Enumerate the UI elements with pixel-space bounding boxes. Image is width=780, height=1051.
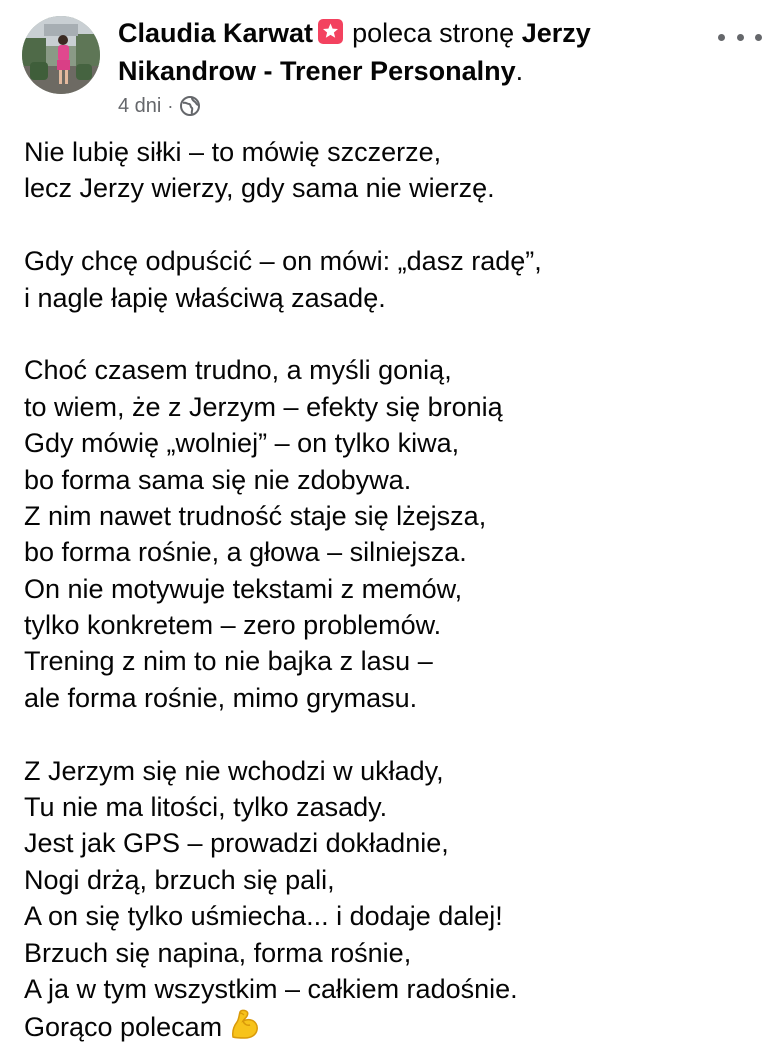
author-name[interactable]: Claudia Karwat — [118, 18, 314, 48]
poem-line: Gdy mówię „wolniej” – on tylko kiwa, — [24, 428, 460, 459]
poem-line: Gdy chcę odpuścić – on mówi: „dasz radę”, — [24, 246, 542, 277]
post-header — [0, 0, 780, 120]
poem-line: to wiem, że z Jerzym – efekty się bronią — [24, 391, 503, 422]
more-options-icon — [718, 34, 725, 41]
poem-line-last — [24, 1007, 764, 1043]
recommended-page-name[interactable]: Jerzy Nikandrow - Trener Personalny — [118, 18, 591, 86]
poem-line: Tu nie ma litości, tylko zasady. — [24, 792, 388, 823]
stanza-gap — [24, 207, 764, 243]
poem-line: On nie motywuje tekstami z memów, — [24, 573, 463, 604]
more-options-button[interactable] — [718, 22, 762, 52]
post-timestamp[interactable]: 4 dni — [118, 94, 162, 117]
poem-line: tylko konkretem – zero problemów. — [24, 610, 442, 641]
poem-line: Jest jak GPS – prowadzi dokładnie, — [24, 828, 449, 859]
poem-line: Nogi drżą, brzuch się pali, — [24, 864, 335, 895]
poem-line: A ja w tym wszystkim – całkiem radośnie. — [24, 973, 518, 1004]
header-period: . — [515, 56, 524, 86]
poem-line: Choć czasem trudno, a myśli gonią, — [24, 355, 452, 386]
poem-line: Trening z nim to nie bajka z lasu – — [24, 646, 433, 677]
poem-line: lecz Jerzy wierzy, gdy sama nie wierzę. — [24, 173, 495, 204]
poem-line: bo forma sama się nie zdobywa. — [24, 464, 412, 495]
avatar-photo — [22, 16, 100, 94]
poem-line: Nie lubię siłki – to mówię szczerze, — [24, 137, 442, 167]
stanza-gap — [24, 316, 764, 352]
globe-icon[interactable] — [179, 95, 201, 117]
post-header-text — [118, 14, 678, 90]
flexed-biceps-icon — [228, 1007, 262, 1041]
more-options-dot — [737, 34, 744, 41]
poem-line: Z Jerzym się nie wchodzi w układy, — [24, 755, 444, 786]
poem-line: Z nim nawet trudność staje się lżejsza, — [24, 500, 487, 531]
post-body — [24, 134, 764, 1044]
poem-line: i nagle łapię właściwą zasadę. — [24, 282, 386, 313]
closing-text: Gorąco polecam — [24, 1012, 223, 1043]
poem-line: ale forma rośnie, mimo grymasu. — [24, 682, 418, 713]
poem-line: bo forma rośnie, a głowa – silniejsza. — [24, 537, 467, 568]
stanza-gap — [24, 716, 764, 752]
more-options-dot — [755, 34, 762, 41]
post-meta — [118, 92, 201, 120]
recommendation-star-icon — [317, 17, 344, 44]
post-action-text: poleca stronę — [352, 18, 515, 48]
poem-line: A on się tylko uśmiecha... i dodaje dalej! — [24, 901, 503, 932]
avatar[interactable] — [22, 16, 100, 94]
poem-line: Brzuch się napina, forma rośnie, — [24, 937, 412, 968]
meta-separator: · — [167, 95, 174, 116]
